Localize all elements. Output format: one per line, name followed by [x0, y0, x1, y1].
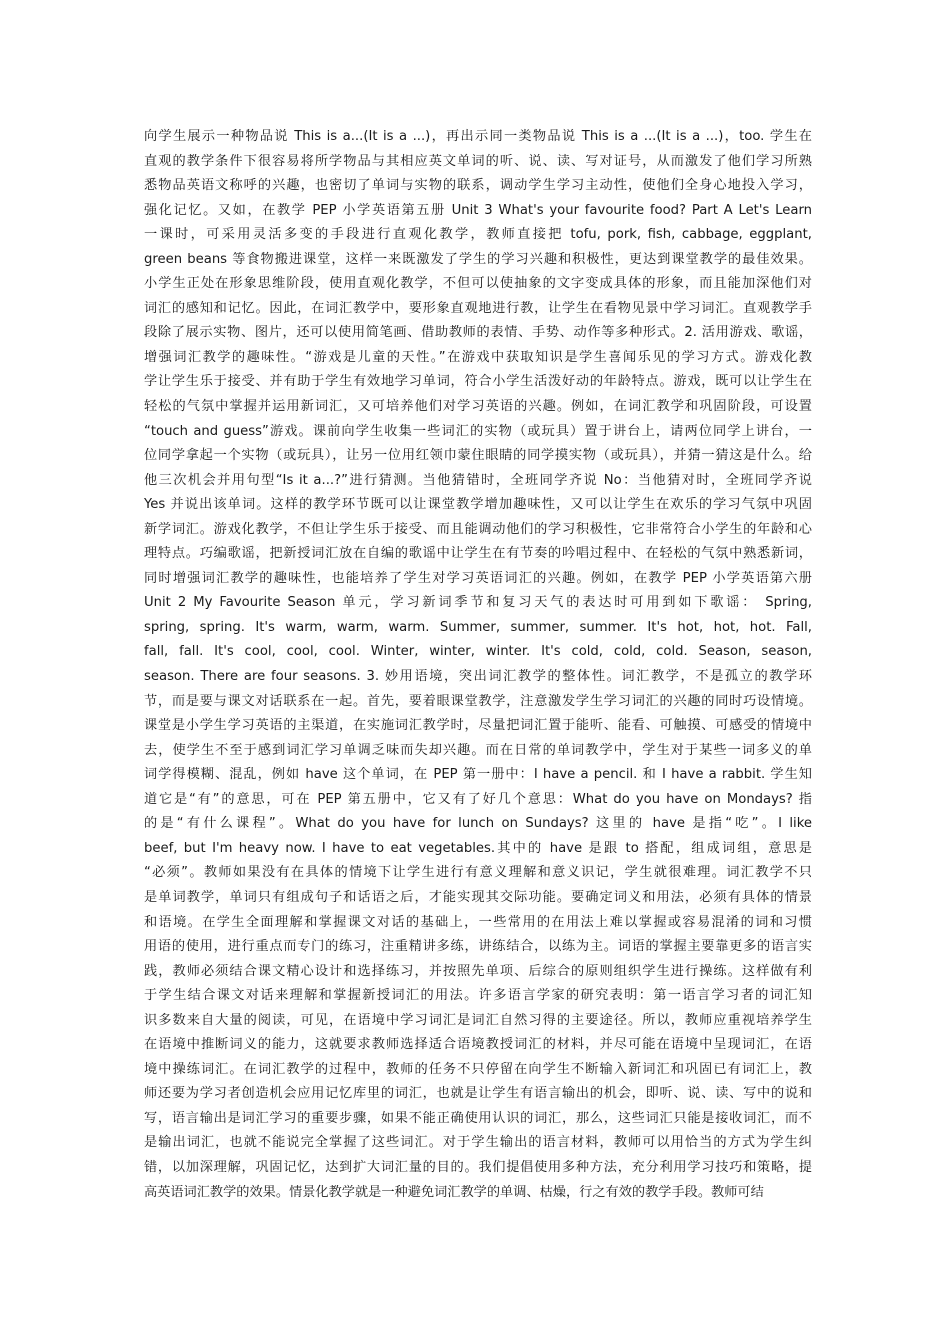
text-line: 用语的使用，进行重点而专门的练习，注重精讲多练，讲练结合，以练为主。词语的掌握主要靠更多的语言实 [144, 939, 812, 955]
text-line: 在语境中推断词义的能力，这就要求教师选择适合语境教授词汇的材料，并尽可能在语境中呈现词汇，在语 [144, 1037, 812, 1053]
text-line: fall, fall. It's cool, cool, cool. Winter, winter, winter. It's cold, cold, cold. Season, season, [144, 644, 812, 660]
text-line: 他三次机会并用句型“Is it a...?”进行猜测。当他猜错时，全班同学齐说 No：当他猜对时，全班同学齐说 [144, 472, 812, 488]
text-line: 践，教师必须结合课文精心设计和选择练习，并按照先单项、后综合的原则组织学生进行操练。这样做有利 [144, 963, 812, 979]
text-line: 词汇的感知和记忆。因此，在词汇教学中，要形象直观地进行教，让学生在看物见景中学习词汇。直观教学手 [144, 300, 812, 316]
text-line: 词学得模糊、混乱，例如 have 这个单词，在 PEP 第一册中：I have a pencil. 和 I have a rabbit. 学生知 [144, 767, 812, 783]
text-line: 一课时，可采用灵活多变的手段进行直观化教学，教师直接把 tofu, pork, fish, cabbage, eggplant, [144, 227, 812, 243]
text-line: 强化记忆。又如，在教学 PEP 小学英语第五册 Unit 3 What's your favourite food? Part A Let's Learn [144, 202, 812, 218]
text-line: green beans 等食物搬进课堂，这样一来既激发了学生的学习兴趣和积极性，更达到课堂教学的最佳效果。 [144, 251, 812, 267]
text-line: 小学生正处在形象思维阶段，使用直观化教学，不但可以使抽象的文字变成具体的形象，而且能加深他们对 [144, 276, 812, 292]
text-line: 高英语词汇教学的效果。情景化教学就是一种避免词汇教学的单调、枯燥，行之有效的教学手段。教师可结 [144, 1184, 764, 1200]
text-line: 理特点。巧编歌谣，把新授词汇放在自编的歌谣中让学生在有节奏的吟唱过程中、在轻松的气氛中熟悉新词， [144, 546, 812, 562]
text-line: 是单词教学，单词只有组成句子和话语之后，才能实现其交际功能。要确定词义和用法，必须有具体的情景 [144, 889, 812, 905]
text-line: 写，语言输出是词汇学习的重要步骤，如果不能正确使用认识的词汇，那么，这些词汇只能是接收词汇，而不 [144, 1110, 812, 1126]
text-line: 师还要为学习者创造机会应用记忆库里的词汇，也就是让学生有语言输出的机会，即听、说、读、写中的说和 [144, 1086, 812, 1102]
text-line: 节，而是要与课文对话联系在一起。首先，要着眼课堂教学，注意激发学生学习词汇的兴趣的同时巧设情境。 [144, 693, 812, 709]
text-line: spring, spring. It's warm, warm, warm. Summer, summer, summer. It's hot, hot, hot. Fall, [144, 619, 812, 635]
text-line: 道它是“有”的意思，可在 PEP 第五册中，它又有了好几个意思：What do you have on Mondays? 指 [144, 791, 812, 807]
text-line: season. There are four seasons. 3. 妙用语境，突出词汇教学的整体性。词汇教学，不是孤立的教学环 [144, 669, 812, 685]
text-line: 学让学生乐于接受、并有助于学生有效地学习单词，符合小学生活泼好动的年龄特点。游戏，既可以让学生在 [144, 374, 812, 390]
text-line: 新学词汇。游戏化教学，不但让学生乐于接受、而且能调动他们的学习积极性，它非常符合小学生的年龄和心 [144, 521, 812, 537]
text-line: 悉物品英语文称呼的兴趣，也密切了单词与实物的联系，调动学生学习主动性，使他们全身心地投入学习， [144, 178, 812, 194]
text-line: “touch and guess”游戏。课前向学生收集一些词汇的实物（或玩具）置于讲台上，请两位同学上讲台，一 [144, 423, 812, 439]
text-line: Unit 2 My Favourite Season 单元，学习新词季节和复习天气的表达时可用到如下歌谣： Spring, [144, 595, 812, 611]
text-line: “必须”。教师如果没有在具体的情境下让学生进行有意义理解和意义识记，学生就很难理。词汇教学不只 [144, 865, 812, 881]
text-line: 轻松的气氛中掌握并运用新词汇，又可培养他们对学习英语的兴趣。例如，在词汇教学和巩固阶段，可设置 [144, 399, 812, 415]
text-line: 增强词汇教学的趣味性。“游戏是儿童的天性。”在游戏中获取知识是学生喜闻乐见的学习方式。游戏化教 [144, 349, 812, 365]
text-line: 同时增强词汇教学的趣味性，也能培养了学生对学习英语词汇的兴趣。例如，在教学 PEP 小学英语第六册 [144, 570, 812, 586]
text-line: 于学生结合课文对话来理解和掌握新授词汇的用法。许多语言学家的研究表明：第一语言学习者的词汇知 [144, 988, 812, 1004]
body-text [144, 125, 812, 1205]
text-line: 直观的教学条件下很容易将所学物品与其相应英文单词的听、说、读、写对证号，从而激发了他们学习所熟 [144, 153, 812, 169]
text-line: 的是“有什么课程”。What do you have for lunch on Sundays? 这里的 have 是指“吃”。I like [144, 816, 812, 832]
text-line: 境中操练词汇。在词汇教学的过程中，教师的任务不只停留在向学生不断输入新词汇和巩固已有词汇上，教 [144, 1061, 812, 1077]
text-line: 错，以加深理解，巩固记忆，达到扩大词汇量的目的。我们提倡使用多种方法，充分利用学习技巧和策略，提 [144, 1159, 812, 1175]
text-line: Yes 并说出该单词。这样的教学环节既可以让课堂教学增加趣味性，又可以让学生在欢乐的学习气氛中巩固 [144, 497, 812, 513]
text-line: 段除了展示实物、图片，还可以使用简笔画、借助教师的表情、手势、动作等多种形式。2. 活用游戏、歌谣， [144, 325, 812, 341]
text-line: 位同学拿起一个实物（或玩具），让另一位用红领巾蒙住眼睛的同学摸实物（或玩具），并猜一猜这是什么。给 [144, 448, 812, 464]
text-line: 去，使学生不至于感到词汇学习单调乏味而失却兴趣。而在日常的单词教学中，学生对于某些一词多义的单 [144, 742, 812, 758]
text-line: 识多数来自大量的阅读，可见，在语境中学习词汇是词汇自然习得的主要途径。所以，教师应重视培养学生 [144, 1012, 812, 1028]
text-line: 和语境。在学生全面理解和掌握课文对话的基础上，一些常用的在用法上难以掌握或容易混淆的词和习惯 [144, 914, 812, 930]
text-line: 是输出词汇，也就不能说完全掌握了这些词汇。对于学生输出的语言材料，教师可以用恰当的方式为学生纠 [144, 1135, 812, 1151]
text-line: 向学生展示一种物品说 This is a...(It is a ...)，再出示同一类物品说 This is a ...(It is a ...)，too. 学生在 [144, 129, 812, 144]
text-line: 课堂是小学生学习英语的主渠道，在实施词汇教学时，尽量把词汇置于能听、能看、可触摸、可感受的情境中 [144, 718, 812, 734]
text-line: beef, but I'm heavy now. I have to eat vegetables.其中的 have 是跟 to 搭配，组成词组，意思是 [144, 840, 812, 856]
